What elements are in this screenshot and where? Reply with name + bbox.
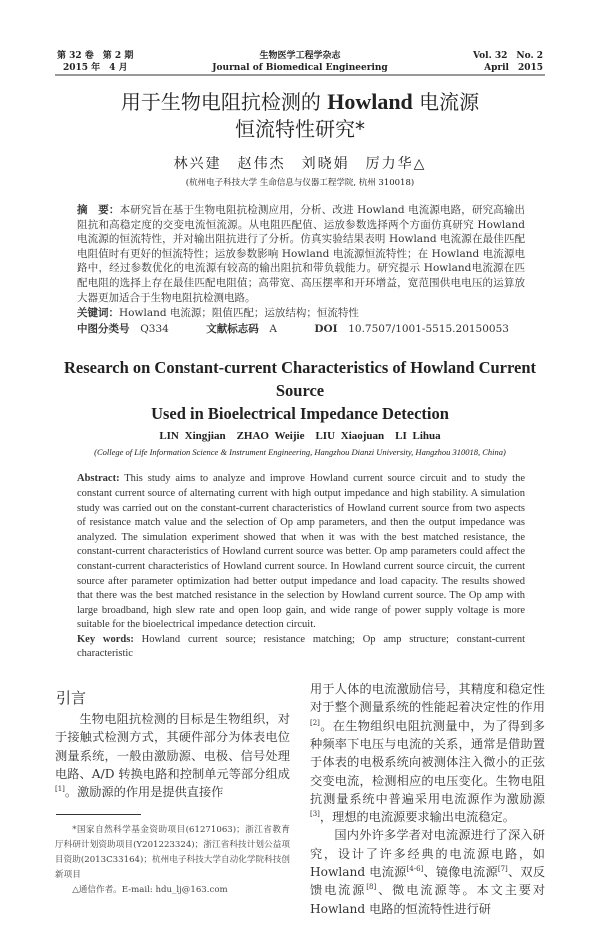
left-column xyxy=(55,680,290,918)
footnotes xyxy=(55,823,290,898)
clc-value: Q334 xyxy=(140,322,169,335)
funding-note: *国家自然科学基金资助项目(61271063)；浙江省教育厅科研计划资助项目(Y201223324)；浙江省科技计划公益项目资助(2013C33164)；杭州电子科技大学自动化学院科技创新项目 xyxy=(55,824,290,880)
paragraph-text: 用于人体的电流激励信号，其精度和稳定性对于整个测量系统的性能起着决定性的作用 xyxy=(310,682,545,715)
intro-right-column xyxy=(310,680,545,918)
title-en-line1: Research on Constant-current Characteristics of Howland Current Source xyxy=(63,358,537,401)
abstract-en xyxy=(77,472,525,662)
clc-label: 中图分类号 xyxy=(77,322,130,335)
keywords-label: 关键词： xyxy=(77,307,119,320)
doc-code-label: 文献标志码 xyxy=(206,322,259,335)
keywords-en-text: Howland current source; resistance matching; Op amp structure; constant-current characteristic xyxy=(77,633,525,660)
date-cn: 2015 年 4 月 xyxy=(63,63,128,73)
title-part: 电流源 xyxy=(412,90,480,114)
affiliation-en: (College of Life Information Science & Instrument Engineering, Hangzhou Dianzi University, Hangzhou 310018, China) xyxy=(94,447,506,458)
running-header xyxy=(55,50,545,74)
volume-issue-cn: 第 32 卷 第 2 期 xyxy=(57,51,134,61)
classification-line xyxy=(77,322,525,337)
body-columns xyxy=(55,680,545,918)
abstract-label: 摘 要： xyxy=(77,204,120,216)
paper-title-en xyxy=(55,356,545,425)
intro-left-column xyxy=(55,710,290,801)
authors-en: LIN Xingjian ZHAO Weijie LIU Xiaojuan LI Lihua xyxy=(159,430,441,443)
citation[interactable]: [8] xyxy=(366,883,377,892)
paragraph-text: 生物电阻抗检测的目标是生物组织，对于接触式检测方式，其硬件部分为体表电位测量系统，一般由激励源、电极、信号处理电路、A/D 转换电路和控制单元等部分组成 xyxy=(55,712,290,781)
citation[interactable]: [1] xyxy=(55,785,65,794)
doc-code-value: A xyxy=(269,322,277,335)
paragraph-text: 、微电流源等。本文主要对 Howland 电路的恒流特性进行研 xyxy=(310,883,546,916)
paper-title-cn xyxy=(55,88,545,143)
doi-label: DOI xyxy=(314,322,338,335)
volume-issue-en xyxy=(473,50,543,74)
header-rule xyxy=(55,74,545,76)
keywords-cn xyxy=(77,306,525,321)
authors-cn: 林兴建 赵伟杰 刘晓娟 厉力华△ xyxy=(173,156,427,172)
journal-name xyxy=(55,50,545,74)
citation[interactable]: [4-6] xyxy=(406,864,424,873)
citation[interactable]: [7] xyxy=(497,864,508,873)
title-line2: 恒流特性研究* xyxy=(235,117,365,141)
affiliation-cn: (杭州电子科技大学 生命信息与仪器工程学院, 杭州 310018) xyxy=(185,178,415,188)
journal-name-en: Journal of Biomedical Engineering xyxy=(212,63,388,73)
abstract-text: 本研究旨在基于生物电阻抗检测应用，分析、改进 Howland 电流源电路，研究高输出阻抗和高稳定度的交变电流恒流源。从电阻匹配值、运放参数选择两个方面仿真研究 Howland 电流源的恒流特性，并对输出阻抗进行了分析。仿真实验结果表明 Howland 电流源在最佳匹配电阻值时有更好的恒流特性；运放参数影响 Howland 电流源恒流特性；在 Howland 电流源电路中，经过参数优化的电流源有较高的输出阻抗和带负载能力。研究提示 Howland电流源在匹配电阻的选择上存在最佳匹配电阻值；高带宽、高压摆率和开环增益，宽范围供电电压的运算放大器更加适合于生物电阻抗检测电路。 xyxy=(77,204,526,304)
paragraph-text: ，理想的电流源要求输出电流稳定。 xyxy=(319,810,515,825)
citation[interactable]: [2] xyxy=(310,718,320,727)
paragraph-text: 。激励源的作用是提供直接作 xyxy=(64,785,224,800)
citation[interactable]: [3] xyxy=(310,810,320,819)
volume-en: Vol. 32 No. 2 xyxy=(473,51,543,61)
abstract-en-label: Abstract: xyxy=(77,473,120,485)
footnote-rule xyxy=(56,814,141,815)
paragraph-text: 、镜像电流源 xyxy=(423,865,498,880)
corresponding-author-note: △通信作者。E-mail: hdu_lj@163.com xyxy=(72,884,228,895)
paragraph-text: 。在生物组织电阻抗测量中，为了得到多种频率下电压与电流的关系，通常是借助置于体表的电极系统向被测体注入微小的正弦交变电流，检测相应的电压变化。生物电阻抗测量系统中普遍采用电流源作为激励源 xyxy=(310,718,545,806)
doi-value[interactable]: 10.7507/1001-5515.20150053 xyxy=(348,322,509,335)
title-part: 用于生物电阻抗检测的 xyxy=(120,90,328,114)
keywords-en-label: Key words: xyxy=(77,633,134,645)
paragraph-text: 国内外许多学者对电流源进行了深入研究，设计了许多经典的电流源电路，如 Howland 电流源 xyxy=(310,828,545,880)
keywords-en xyxy=(77,633,525,662)
abstract-en-text: This study aims to analyze and improve Howland current source circuit and to study the constant current source of alternating current with high output impedance and high stability. A simulation study was carried out on the constant-current characteristics of Howland current source from two aspects of resistance match value and the selection of Op amp parameters, and then the output impedance was analyzed. The simulation experiment showed that when it was with the best matched resistance, the constant-current characteristics of Howland current source was better. Op amp parameters could affect the constant-current characteristics of Howland current source. In Howland current source circuit, the current source after parameter optimization had better output impedance and load capacity. The results showed that there was the best matched resistance in the selection by Howland current source. The Op amp with large broadband, high slew rate and open loop gain, and wide range of power supply voltage is more suitable for the bioelectrical impedance detection circuit. xyxy=(77,473,525,631)
abstract-cn xyxy=(77,203,525,305)
date-en: April 2015 xyxy=(484,63,543,73)
keywords-text: Howland 电流源；阻值匹配；运放结构；恒流特性 xyxy=(119,307,359,320)
title-part: Howland xyxy=(327,89,413,114)
paragraph-text: 、双反馈电流源 xyxy=(310,865,546,898)
journal-name-cn: 生物医学工程学杂志 xyxy=(259,51,341,61)
section-heading-intro: 引言 xyxy=(56,689,87,708)
title-en-line2: Used in Bioelectrical Impedance Detection xyxy=(151,404,449,424)
